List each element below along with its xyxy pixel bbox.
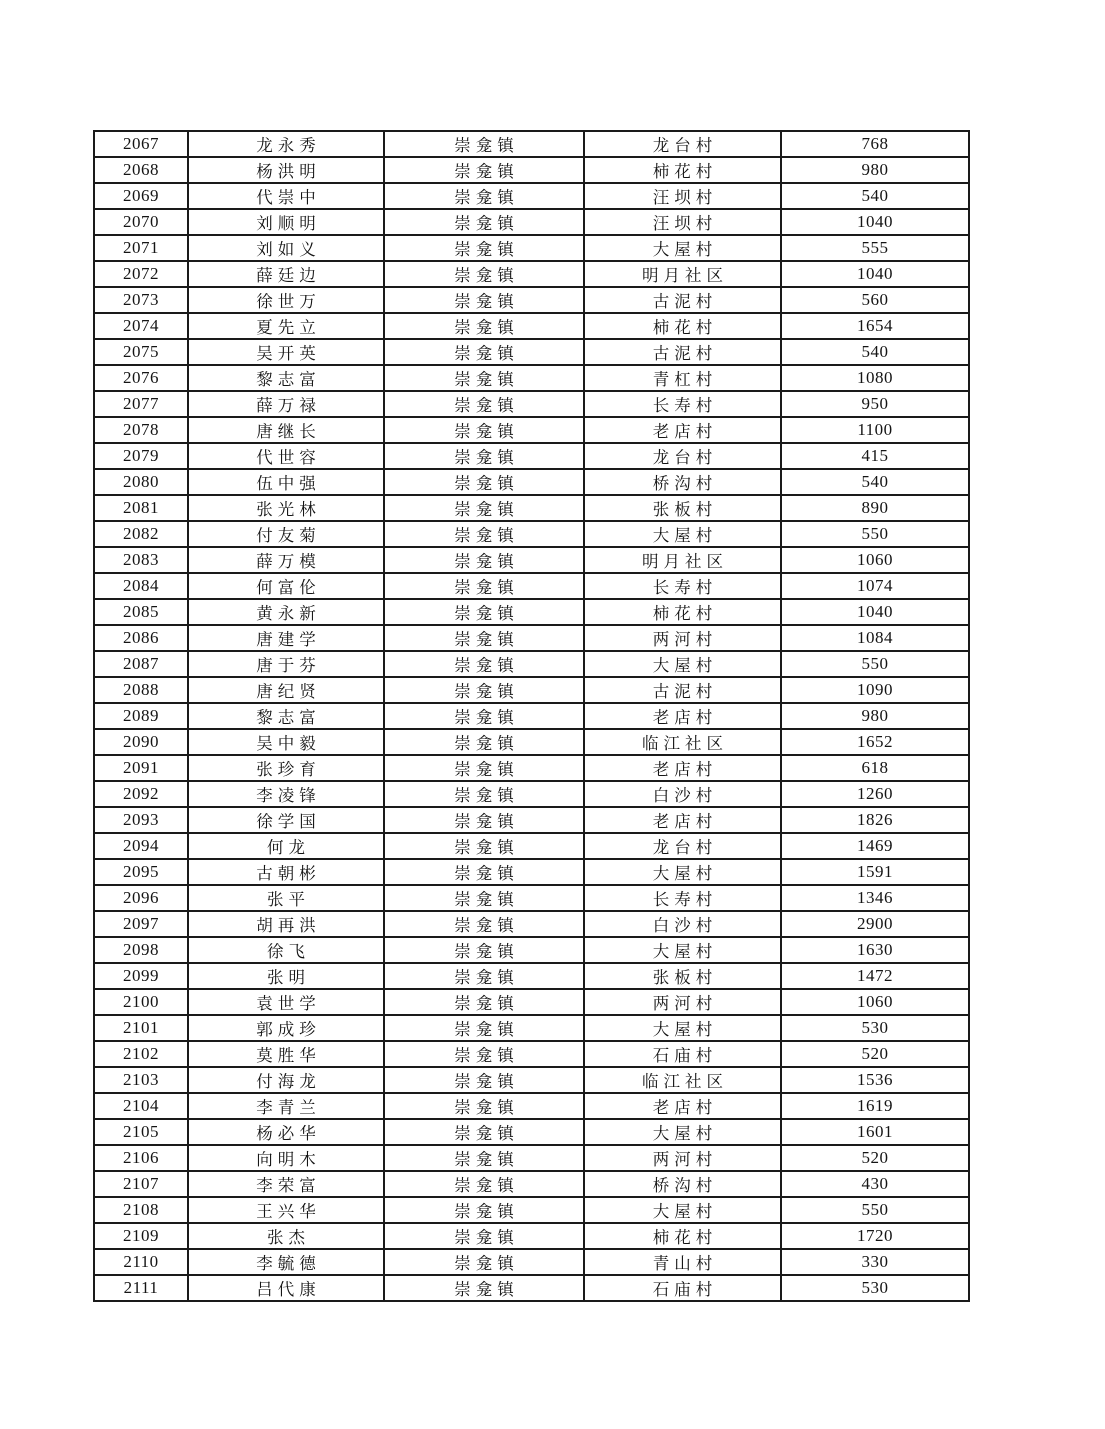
amount-cell: 555 (781, 235, 969, 261)
roster-row (94, 313, 969, 339)
town-name-cell: 崇龛镇 (384, 183, 584, 209)
roster-row (94, 1041, 969, 1067)
serial-number-cell: 2092 (94, 781, 188, 807)
amount-cell: 1591 (781, 859, 969, 885)
serial-number-cell: 2110 (94, 1249, 188, 1275)
amount-cell: 1040 (781, 261, 969, 287)
town-name-cell: 崇龛镇 (384, 833, 584, 859)
village-name-cell: 老店村 (584, 755, 781, 781)
village-name-cell: 大屋村 (584, 521, 781, 547)
serial-number-cell: 2109 (94, 1223, 188, 1249)
amount-cell: 1469 (781, 833, 969, 859)
person-name-cell: 张平 (188, 885, 384, 911)
roster-row (94, 859, 969, 885)
serial-number-cell: 2080 (94, 469, 188, 495)
amount-cell: 1080 (781, 365, 969, 391)
serial-number-cell: 2071 (94, 235, 188, 261)
amount-cell: 550 (781, 1197, 969, 1223)
roster-row (94, 183, 969, 209)
amount-cell: 520 (781, 1041, 969, 1067)
amount-cell: 1720 (781, 1223, 969, 1249)
village-name-cell: 明月社区 (584, 261, 781, 287)
person-name-cell: 吴中毅 (188, 729, 384, 755)
village-name-cell: 大屋村 (584, 1119, 781, 1145)
town-name-cell: 崇龛镇 (384, 1145, 584, 1171)
roster-row (94, 287, 969, 313)
serial-number-cell: 2079 (94, 443, 188, 469)
roster-row (94, 365, 969, 391)
town-name-cell: 崇龛镇 (384, 469, 584, 495)
village-name-cell: 大屋村 (584, 235, 781, 261)
town-name-cell: 崇龛镇 (384, 1275, 584, 1301)
person-name-cell: 古朝彬 (188, 859, 384, 885)
roster-row (94, 599, 969, 625)
roster-row (94, 1275, 969, 1301)
village-name-cell: 长寿村 (584, 391, 781, 417)
town-name-cell: 崇龛镇 (384, 1249, 584, 1275)
serial-number-cell: 2111 (94, 1275, 188, 1301)
amount-cell: 950 (781, 391, 969, 417)
person-name-cell: 黎志富 (188, 365, 384, 391)
amount-cell: 890 (781, 495, 969, 521)
amount-cell: 1090 (781, 677, 969, 703)
village-name-cell: 桥沟村 (584, 1171, 781, 1197)
town-name-cell: 崇龛镇 (384, 885, 584, 911)
village-name-cell: 大屋村 (584, 937, 781, 963)
roster-row (94, 885, 969, 911)
roster-table-body (94, 131, 969, 1301)
roster-row (94, 131, 969, 157)
town-name-cell: 崇龛镇 (384, 1119, 584, 1145)
roster-row (94, 807, 969, 833)
serial-number-cell: 2078 (94, 417, 188, 443)
village-name-cell: 临江社区 (584, 729, 781, 755)
serial-number-cell: 2093 (94, 807, 188, 833)
town-name-cell: 崇龛镇 (384, 443, 584, 469)
person-name-cell: 张明 (188, 963, 384, 989)
person-name-cell: 李凌锋 (188, 781, 384, 807)
roster-row (94, 1067, 969, 1093)
serial-number-cell: 2104 (94, 1093, 188, 1119)
amount-cell: 415 (781, 443, 969, 469)
village-name-cell: 老店村 (584, 417, 781, 443)
amount-cell: 1536 (781, 1067, 969, 1093)
roster-row (94, 495, 969, 521)
person-name-cell: 吴开英 (188, 339, 384, 365)
village-name-cell: 明月社区 (584, 547, 781, 573)
town-name-cell: 崇龛镇 (384, 339, 584, 365)
roster-row (94, 1093, 969, 1119)
person-name-cell: 吕代康 (188, 1275, 384, 1301)
town-name-cell: 崇龛镇 (384, 235, 584, 261)
town-name-cell: 崇龛镇 (384, 1067, 584, 1093)
person-name-cell: 夏先立 (188, 313, 384, 339)
serial-number-cell: 2086 (94, 625, 188, 651)
town-name-cell: 崇龛镇 (384, 573, 584, 599)
serial-number-cell: 2094 (94, 833, 188, 859)
village-name-cell: 大屋村 (584, 1197, 781, 1223)
village-name-cell: 两河村 (584, 625, 781, 651)
person-name-cell: 徐飞 (188, 937, 384, 963)
village-name-cell: 临江社区 (584, 1067, 781, 1093)
town-name-cell: 崇龛镇 (384, 209, 584, 235)
amount-cell: 1074 (781, 573, 969, 599)
town-name-cell: 崇龛镇 (384, 807, 584, 833)
amount-cell: 1346 (781, 885, 969, 911)
village-name-cell: 石庙村 (584, 1041, 781, 1067)
amount-cell: 1260 (781, 781, 969, 807)
amount-cell: 980 (781, 157, 969, 183)
town-name-cell: 崇龛镇 (384, 521, 584, 547)
village-name-cell: 白沙村 (584, 781, 781, 807)
amount-cell: 1472 (781, 963, 969, 989)
serial-number-cell: 2081 (94, 495, 188, 521)
person-name-cell: 张杰 (188, 1223, 384, 1249)
roster-row (94, 157, 969, 183)
person-name-cell: 代崇中 (188, 183, 384, 209)
serial-number-cell: 2075 (94, 339, 188, 365)
serial-number-cell: 2072 (94, 261, 188, 287)
person-name-cell: 薛万模 (188, 547, 384, 573)
person-name-cell: 徐世万 (188, 287, 384, 313)
village-name-cell: 龙台村 (584, 443, 781, 469)
amount-cell: 560 (781, 287, 969, 313)
roster-row (94, 989, 969, 1015)
serial-number-cell: 2102 (94, 1041, 188, 1067)
amount-cell: 1100 (781, 417, 969, 443)
town-name-cell: 崇龛镇 (384, 729, 584, 755)
serial-number-cell: 2074 (94, 313, 188, 339)
roster-row (94, 521, 969, 547)
amount-cell: 550 (781, 651, 969, 677)
town-name-cell: 崇龛镇 (384, 1015, 584, 1041)
village-name-cell: 古泥村 (584, 339, 781, 365)
serial-number-cell: 2077 (94, 391, 188, 417)
village-name-cell: 龙台村 (584, 131, 781, 157)
person-name-cell: 唐纪贤 (188, 677, 384, 703)
amount-cell: 530 (781, 1015, 969, 1041)
amount-cell: 1084 (781, 625, 969, 651)
person-name-cell: 郭成珍 (188, 1015, 384, 1041)
village-name-cell: 长寿村 (584, 885, 781, 911)
person-name-cell: 杨必华 (188, 1119, 384, 1145)
amount-cell: 1060 (781, 989, 969, 1015)
person-name-cell: 杨洪明 (188, 157, 384, 183)
amount-cell: 1060 (781, 547, 969, 573)
serial-number-cell: 2090 (94, 729, 188, 755)
roster-row (94, 339, 969, 365)
village-name-cell: 青杠村 (584, 365, 781, 391)
amount-cell: 980 (781, 703, 969, 729)
serial-number-cell: 2105 (94, 1119, 188, 1145)
person-name-cell: 付友菊 (188, 521, 384, 547)
person-name-cell: 薛万禄 (188, 391, 384, 417)
person-name-cell: 唐于芬 (188, 651, 384, 677)
town-name-cell: 崇龛镇 (384, 677, 584, 703)
serial-number-cell: 2101 (94, 1015, 188, 1041)
person-name-cell: 代世容 (188, 443, 384, 469)
roster-row (94, 833, 969, 859)
person-name-cell: 唐继长 (188, 417, 384, 443)
person-name-cell: 王兴华 (188, 1197, 384, 1223)
amount-cell: 1040 (781, 209, 969, 235)
amount-cell: 540 (781, 469, 969, 495)
village-name-cell: 汪坝村 (584, 183, 781, 209)
village-name-cell: 汪坝村 (584, 209, 781, 235)
amount-cell: 768 (781, 131, 969, 157)
serial-number-cell: 2067 (94, 131, 188, 157)
town-name-cell: 崇龛镇 (384, 989, 584, 1015)
serial-number-cell: 2091 (94, 755, 188, 781)
town-name-cell: 崇龛镇 (384, 1041, 584, 1067)
roster-row (94, 443, 969, 469)
town-name-cell: 崇龛镇 (384, 547, 584, 573)
town-name-cell: 崇龛镇 (384, 911, 584, 937)
serial-number-cell: 2107 (94, 1171, 188, 1197)
roster-row (94, 547, 969, 573)
town-name-cell: 崇龛镇 (384, 651, 584, 677)
person-name-cell: 伍中强 (188, 469, 384, 495)
roster-row (94, 651, 969, 677)
roster-row (94, 573, 969, 599)
village-name-cell: 古泥村 (584, 677, 781, 703)
person-name-cell: 刘如义 (188, 235, 384, 261)
person-name-cell: 付海龙 (188, 1067, 384, 1093)
village-name-cell: 桥沟村 (584, 469, 781, 495)
roster-row (94, 1171, 969, 1197)
town-name-cell: 崇龛镇 (384, 131, 584, 157)
amount-cell: 1652 (781, 729, 969, 755)
roster-row (94, 1119, 969, 1145)
amount-cell: 530 (781, 1275, 969, 1301)
town-name-cell: 崇龛镇 (384, 1093, 584, 1119)
serial-number-cell: 2098 (94, 937, 188, 963)
roster-row (94, 729, 969, 755)
town-name-cell: 崇龛镇 (384, 963, 584, 989)
town-name-cell: 崇龛镇 (384, 703, 584, 729)
serial-number-cell: 2069 (94, 183, 188, 209)
person-name-cell: 莫胜华 (188, 1041, 384, 1067)
serial-number-cell: 2100 (94, 989, 188, 1015)
amount-cell: 540 (781, 339, 969, 365)
village-name-cell: 龙台村 (584, 833, 781, 859)
amount-cell: 520 (781, 1145, 969, 1171)
person-name-cell: 袁世学 (188, 989, 384, 1015)
village-name-cell: 张板村 (584, 495, 781, 521)
amount-cell: 330 (781, 1249, 969, 1275)
town-name-cell: 崇龛镇 (384, 391, 584, 417)
amount-cell: 1040 (781, 599, 969, 625)
person-name-cell: 黄永新 (188, 599, 384, 625)
roster-row (94, 469, 969, 495)
town-name-cell: 崇龛镇 (384, 1223, 584, 1249)
town-name-cell: 崇龛镇 (384, 625, 584, 651)
serial-number-cell: 2087 (94, 651, 188, 677)
amount-cell: 540 (781, 183, 969, 209)
roster-row (94, 1015, 969, 1041)
amount-cell: 1654 (781, 313, 969, 339)
person-name-cell: 李青兰 (188, 1093, 384, 1119)
roster-row (94, 625, 969, 651)
roster-row (94, 1249, 969, 1275)
person-name-cell: 龙永秀 (188, 131, 384, 157)
person-name-cell: 何龙 (188, 833, 384, 859)
roster-row (94, 235, 969, 261)
village-name-cell: 老店村 (584, 703, 781, 729)
village-name-cell: 老店村 (584, 807, 781, 833)
serial-number-cell: 2103 (94, 1067, 188, 1093)
serial-number-cell: 2095 (94, 859, 188, 885)
roster-row (94, 1145, 969, 1171)
amount-cell: 430 (781, 1171, 969, 1197)
person-name-cell: 李荣富 (188, 1171, 384, 1197)
serial-number-cell: 2099 (94, 963, 188, 989)
serial-number-cell: 2097 (94, 911, 188, 937)
village-name-cell: 长寿村 (584, 573, 781, 599)
amount-cell: 550 (781, 521, 969, 547)
serial-number-cell: 2073 (94, 287, 188, 313)
roster-row (94, 1197, 969, 1223)
roster-row (94, 963, 969, 989)
person-name-cell: 刘顺明 (188, 209, 384, 235)
village-name-cell: 柿花村 (584, 599, 781, 625)
person-name-cell: 薛廷边 (188, 261, 384, 287)
serial-number-cell: 2088 (94, 677, 188, 703)
village-name-cell: 柿花村 (584, 157, 781, 183)
roster-row (94, 677, 969, 703)
roster-row (94, 911, 969, 937)
town-name-cell: 崇龛镇 (384, 157, 584, 183)
village-name-cell: 白沙村 (584, 911, 781, 937)
amount-cell: 618 (781, 755, 969, 781)
person-name-cell: 张光林 (188, 495, 384, 521)
serial-number-cell: 2083 (94, 547, 188, 573)
serial-number-cell: 2096 (94, 885, 188, 911)
roster-row (94, 703, 969, 729)
roster-row (94, 937, 969, 963)
village-name-cell: 老店村 (584, 1093, 781, 1119)
serial-number-cell: 2068 (94, 157, 188, 183)
serial-number-cell: 2106 (94, 1145, 188, 1171)
town-name-cell: 崇龛镇 (384, 1197, 584, 1223)
roster-row (94, 391, 969, 417)
serial-number-cell: 2085 (94, 599, 188, 625)
amount-cell: 1601 (781, 1119, 969, 1145)
person-name-cell: 徐学国 (188, 807, 384, 833)
serial-number-cell: 2082 (94, 521, 188, 547)
village-name-cell: 柿花村 (584, 1223, 781, 1249)
town-name-cell: 崇龛镇 (384, 417, 584, 443)
village-name-cell: 柿花村 (584, 313, 781, 339)
village-name-cell: 大屋村 (584, 651, 781, 677)
village-name-cell: 大屋村 (584, 1015, 781, 1041)
person-name-cell: 胡再洪 (188, 911, 384, 937)
serial-number-cell: 2108 (94, 1197, 188, 1223)
roster-row (94, 209, 969, 235)
town-name-cell: 崇龛镇 (384, 1171, 584, 1197)
roster-row (94, 417, 969, 443)
person-name-cell: 李毓德 (188, 1249, 384, 1275)
person-name-cell: 何富伦 (188, 573, 384, 599)
person-name-cell: 唐建学 (188, 625, 384, 651)
town-name-cell: 崇龛镇 (384, 287, 584, 313)
village-name-cell: 大屋村 (584, 859, 781, 885)
roster-row (94, 755, 969, 781)
amount-cell: 1619 (781, 1093, 969, 1119)
village-name-cell: 青山村 (584, 1249, 781, 1275)
town-name-cell: 崇龛镇 (384, 781, 584, 807)
town-name-cell: 崇龛镇 (384, 859, 584, 885)
village-name-cell: 两河村 (584, 1145, 781, 1171)
town-name-cell: 崇龛镇 (384, 261, 584, 287)
person-name-cell: 张珍育 (188, 755, 384, 781)
town-name-cell: 崇龛镇 (384, 937, 584, 963)
roster-row (94, 261, 969, 287)
town-name-cell: 崇龛镇 (384, 365, 584, 391)
town-name-cell: 崇龛镇 (384, 599, 584, 625)
beneficiary-roster-table (93, 130, 970, 1302)
person-name-cell: 向明木 (188, 1145, 384, 1171)
roster-row (94, 1223, 969, 1249)
serial-number-cell: 2089 (94, 703, 188, 729)
village-name-cell: 石庙村 (584, 1275, 781, 1301)
serial-number-cell: 2076 (94, 365, 188, 391)
roster-row (94, 781, 969, 807)
town-name-cell: 崇龛镇 (384, 495, 584, 521)
amount-cell: 2900 (781, 911, 969, 937)
serial-number-cell: 2070 (94, 209, 188, 235)
village-name-cell: 张板村 (584, 963, 781, 989)
amount-cell: 1826 (781, 807, 969, 833)
village-name-cell: 两河村 (584, 989, 781, 1015)
town-name-cell: 崇龛镇 (384, 313, 584, 339)
serial-number-cell: 2084 (94, 573, 188, 599)
person-name-cell: 黎志富 (188, 703, 384, 729)
amount-cell: 1630 (781, 937, 969, 963)
village-name-cell: 古泥村 (584, 287, 781, 313)
town-name-cell: 崇龛镇 (384, 755, 584, 781)
